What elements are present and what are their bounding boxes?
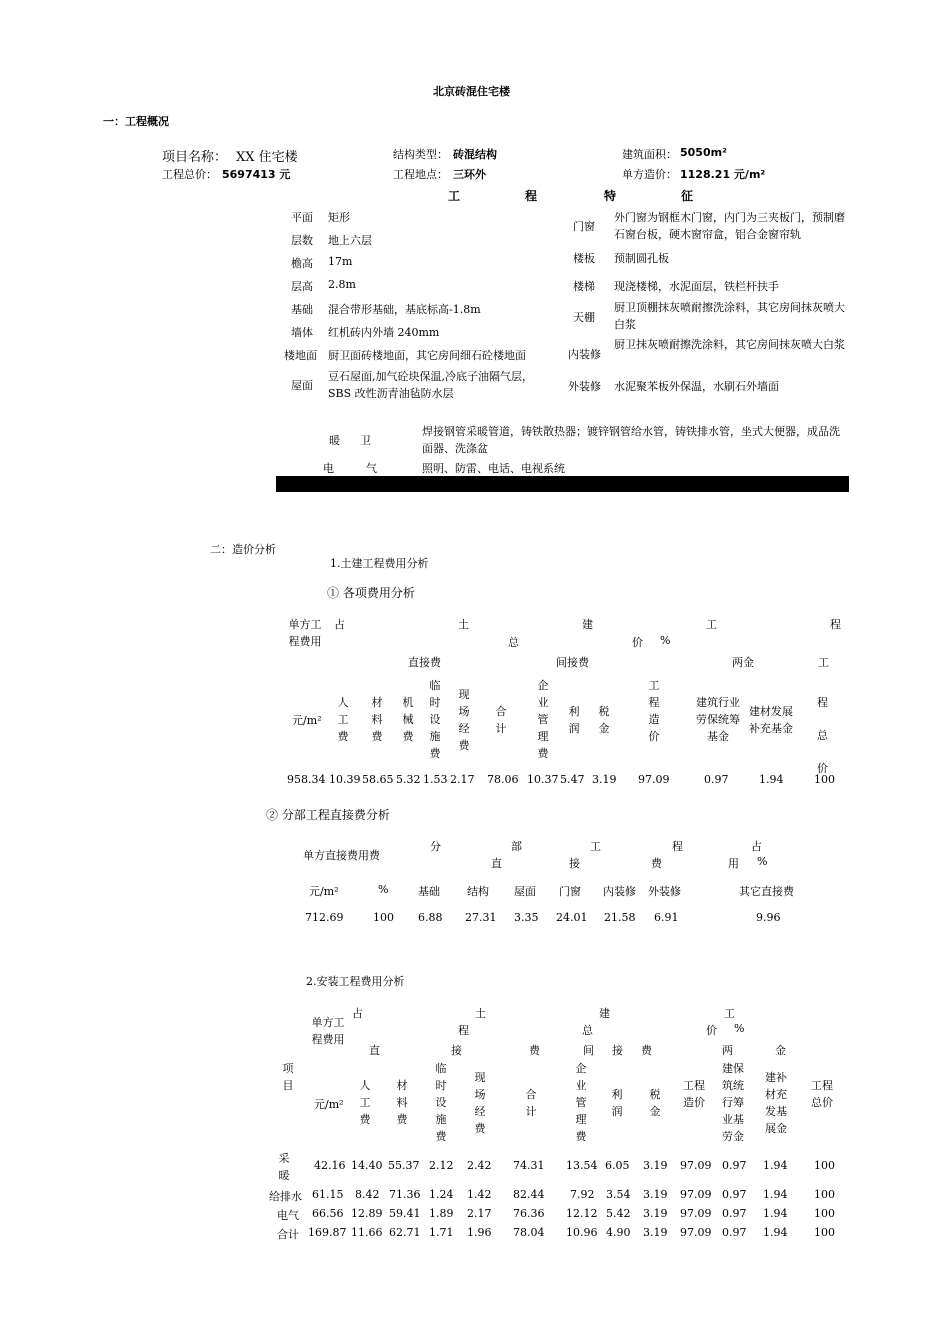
table-cell: 66.56 [312,1207,344,1220]
table-header: 工 [590,840,601,853]
table-header: 合计 [495,705,507,735]
table-cell: 24.01 [556,911,588,924]
divider-bar [276,476,849,492]
table-cell: 10.37 [527,773,559,786]
table-header: 工程造价 [648,679,660,743]
table-header: 单方直接费用费 [303,849,380,862]
table-cell: 0.97 [704,773,729,786]
total-price-value: 5697413 元 [222,168,291,181]
table-header: 人工费 [337,696,349,743]
feature-label: 层数 [291,234,313,247]
table-cell: 0.97 [722,1188,747,1201]
table-cell: 2.42 [467,1159,492,1172]
table-cell: 1.71 [429,1226,454,1239]
table-header: 临时设施费 [435,1062,447,1143]
table-header: 用 [728,857,739,870]
table-cell: 10.96 [566,1226,598,1239]
table-header: 基础 [418,885,440,898]
unit-price-label: 单方造价： [622,168,677,181]
table-header: 利润 [611,1088,623,1118]
table-cell: 97.09 [680,1188,712,1201]
table-cell: 169.87 [308,1226,347,1239]
table-header: % [757,855,768,868]
table-header: 屋面 [514,885,536,898]
table-cell: 100 [814,1159,835,1172]
table-cell: 5.32 [396,773,421,786]
table-cell: 42.16 [314,1159,346,1172]
table-cell: 8.42 [355,1188,380,1201]
table-header: % [734,1022,745,1035]
table-header: 建材发展补充基金 [749,705,793,735]
table-cell: 61.15 [312,1188,344,1201]
feature-label: 平面 [291,211,313,224]
table-cell: 6.05 [605,1159,630,1172]
feature-value: 厨卫顶棚抹灰喷耐擦洗涂料，其它房间抹灰喷大白浆 [614,301,845,331]
table-cell: 2.17 [467,1207,492,1220]
table-cell: 6.88 [418,911,443,924]
table-cell: 1.42 [467,1188,492,1201]
table-cell: 0.97 [722,1226,747,1239]
table-header: 材料费 [396,1079,408,1126]
heating-value: 焊接钢管采暖管道，铸铁散热器；镀锌钢管给水管，铸铁排水管，坐式大便器，成品洗面器、洗涤盆 [422,425,840,455]
table-header: 接 [569,857,580,870]
table-header: 程 [830,618,841,631]
table-header: 占 [334,618,345,631]
table-cell: 58.65 [362,773,394,786]
feature-value: 地上六层 [328,234,372,247]
table-cell: 27.31 [465,911,497,924]
table-header: 门窗 [559,885,581,898]
table-cell: 9.96 [756,911,781,924]
table-header: 分 [430,840,441,853]
table-header: 程 [458,1024,469,1037]
table-cell: 100 [814,773,835,786]
table-cell: 71.36 [389,1188,421,1201]
table-cell: 958.34 [287,773,326,786]
feature-label: 门窗 [573,220,595,233]
table-header: 税金 [598,705,610,735]
table-cell: 4.90 [606,1226,631,1239]
feature-label: 天棚 [573,311,595,324]
table-cell: 2.12 [429,1159,454,1172]
table-cell: 78.04 [513,1226,545,1239]
table-cell: 3.35 [514,911,539,924]
heating-label-1: 暖 [329,434,340,447]
subsection-civil: 1.土建工程费用分析 [330,557,429,570]
table-header: 临时设施费 [429,679,441,760]
table-header: % [378,883,389,896]
structure-value: 砖混结构 [453,148,497,161]
location-value: 三环外 [453,168,486,181]
table-cell: 14.40 [351,1159,383,1172]
feature-label: 层高 [291,280,313,293]
table-header: 利润 [568,705,580,735]
feature-value: 矩形 [328,211,350,224]
feature-value: 17m [328,255,353,268]
feature-value: 预制圆孔板 [614,252,669,265]
table-cell: 100 [814,1188,835,1201]
table-cell: 97.09 [680,1226,712,1239]
feature-value: 厨卫抹灰喷耐擦洗涂料，其它房间抹灰喷大白浆 [614,338,845,351]
row-label: 电气 [277,1209,299,1222]
table-header: 结构 [467,885,489,898]
table-header: 建保筑统行筹业基劳金 [722,1062,744,1143]
project-name-value: XX 住宅楼 [236,150,298,165]
table-cell: 59.41 [389,1207,421,1220]
electric-value: 照明、防雷、电话、电视系统 [422,462,565,475]
table-header: 建补材充发基展金 [765,1071,787,1135]
row-label: 采暖 [278,1152,290,1182]
table-cell: 55.37 [388,1159,420,1172]
feature-value: 2.8m [328,278,356,291]
feature-value: 红机砖内外墙 240mm [328,326,440,339]
table-cell: 0.97 [722,1207,747,1220]
table-cell: 100 [814,1226,835,1239]
feature-value: 豆石屋面,加气砼块保温,冷底子油隔气层，SBS 改性沥青油毡防水层 [328,370,533,400]
feature-label: 外装修 [568,380,601,393]
table-header: 工 [724,1007,735,1020]
section-heading-cost: 二：造价分析 [210,543,276,556]
table-header: 单方工程费用 [311,1016,345,1046]
table-cell: 2.17 [450,773,475,786]
table-header: 土 [475,1007,486,1020]
table-cell: 3.19 [643,1188,668,1201]
features-header-3: 特 [604,189,617,203]
unit-price-value: 1128.21 元/m² [680,168,766,181]
feature-label: 楼地面 [284,349,317,362]
feature-label: 基础 [291,303,313,316]
table-cell: 76.36 [513,1207,545,1220]
table-cell: 13.54 [566,1159,598,1172]
table-cell: 3.19 [643,1207,668,1220]
table-header: 材料费 [371,696,383,743]
row-label: 合计 [277,1228,299,1241]
table-cell: 0.97 [722,1159,747,1172]
table-header: 元/m² [292,714,322,727]
table-cell: 12.12 [566,1207,598,1220]
location-label: 工程地点： [393,168,448,181]
structure-label: 结构类型： [393,148,448,161]
feature-label: 楼梯 [573,280,595,293]
table-header: 建筑行业劳保统筹基金 [696,696,740,743]
table-header: 程 [672,840,683,853]
project-name-label: 项目名称： [162,150,228,165]
table-header: 工 [706,618,717,631]
table-header: 单方工程费用 [288,618,322,648]
table-header: 直接费 [408,656,441,669]
table-header: 部 [511,840,522,853]
table-header: 直 [369,1044,380,1057]
table-header: 元/m² [309,885,339,898]
table-cell: 3.19 [643,1226,668,1239]
page-title: 北京砖混住宅楼 [433,85,510,98]
table-header: 元/m² [314,1098,344,1111]
subsection-installation: 2.安装工程费用分析 [306,975,405,988]
row-label: 给排水 [269,1190,302,1203]
table-header: 间 [583,1044,594,1057]
feature-value: 外门窗为钢框木门窗，内门为三夹板门，预制磨石窗台板，硬木窗帘盒，铝合金窗帘轨 [614,211,845,241]
table-header: 两 [722,1044,733,1057]
table-header: 内装修 [603,885,636,898]
features-header-1: 工 [448,189,461,203]
table-cell: 5.47 [560,773,585,786]
table-header: 其它直接费 [739,885,794,898]
table-header: 两金 [732,656,754,669]
table-cell: 10.39 [329,773,361,786]
table-header: 工程总价 [811,1079,833,1109]
table-cell: 712.69 [305,911,344,924]
table-header: 总 [508,636,519,649]
table-cell: 1.89 [429,1207,454,1220]
table-header: 总 [582,1024,593,1037]
features-header-2: 程 [525,189,538,203]
table-cell: 3.19 [592,773,617,786]
table-cell: 3.54 [606,1188,631,1201]
table-cell: 1.96 [467,1226,492,1239]
table-cell: 1.94 [763,1159,788,1172]
table-header: 占 [751,840,762,853]
subsection-division-costs: ② 分部工程直接费分析 [266,808,390,822]
feature-value: 现浇楼梯，水泥面层，铁栏杆扶手 [614,280,779,293]
table-header: 工 [818,656,829,669]
table-header: 工程造价 [683,1079,705,1109]
table-header: 接 [612,1044,623,1057]
table-cell: 62.71 [389,1226,421,1239]
table-cell: 1.94 [763,1188,788,1201]
table-header: 现场经费 [474,1071,486,1135]
feature-label: 檐高 [291,257,313,270]
table-cell: 100 [373,911,394,924]
electric-label-1: 电 [323,462,334,475]
table-header: 建 [582,618,593,631]
feature-value: 水泥聚苯板外保温，水刷石外墙面 [614,380,779,393]
heating-label-2: 卫 [360,434,371,447]
feature-value: 厨卫面砖楼地面，其它房间细石砼楼地面 [328,349,526,362]
table-header: 税金 [649,1088,661,1118]
table-cell: 1.94 [759,773,784,786]
table-header: 占 [352,1007,363,1020]
features-header-4: 征 [681,189,694,203]
table-cell: 11.66 [351,1226,383,1239]
table-cell: 82.44 [513,1188,545,1201]
table-header: 人工费 [359,1079,371,1126]
table-header: 建 [599,1007,610,1020]
table-header: 费 [651,857,662,870]
table-cell: 97.09 [638,773,670,786]
table-cell: 12.89 [351,1207,383,1220]
table-header: 外装修 [648,885,681,898]
table-cell: 97.09 [680,1159,712,1172]
table-cell: 1.24 [429,1188,454,1201]
table-cell: 5.42 [606,1207,631,1220]
table-cell: 7.92 [570,1188,595,1201]
table-header: 价 [632,636,643,649]
table-cell: 6.91 [654,911,679,924]
feature-label: 屋面 [291,379,313,392]
table-header: 土 [458,618,469,631]
table-header: 接 [451,1044,462,1057]
feature-label: 内装修 [568,348,601,361]
table-header: % [660,634,671,647]
table-header: 费 [641,1044,652,1057]
table-cell: 1.53 [423,773,448,786]
electric-label-2: 气 [366,462,377,475]
table-header: 直 [491,857,502,870]
feature-label: 楼板 [573,252,595,265]
table-header: 金 [775,1044,786,1057]
area-label: 建筑面积： [622,148,677,161]
table-header: 项目 [282,1062,294,1092]
total-price-label: 工程总价： [162,168,217,181]
table-cell: 21.58 [604,911,636,924]
feature-value: 混合带形基础，基底标高-1.8m [328,303,481,316]
table-cell: 3.19 [643,1159,668,1172]
table-cell: 100 [814,1207,835,1220]
subsection-item-costs: ① 各项费用分析 [327,586,415,600]
table-cell: 1.94 [763,1207,788,1220]
table-cell: 1.94 [763,1226,788,1239]
table-header: 间接费 [556,656,589,669]
table-header: 现场经费 [458,688,470,752]
section-heading-overview: 一：工程概况 [103,115,169,128]
table-header: 费 [529,1044,540,1057]
table-header: 合计 [525,1088,537,1118]
table-header: 企业管理费 [575,1062,587,1143]
table-header: 价 [706,1024,717,1037]
area-value: 5050m² [680,146,727,159]
table-header: 企业管理费 [537,679,549,760]
table-header: 程总价 [817,696,828,775]
table-cell: 97.09 [680,1207,712,1220]
table-cell: 74.31 [513,1159,545,1172]
table-cell: 78.06 [487,773,519,786]
feature-label: 墙体 [291,326,313,339]
table-header: 机械费 [402,696,414,743]
